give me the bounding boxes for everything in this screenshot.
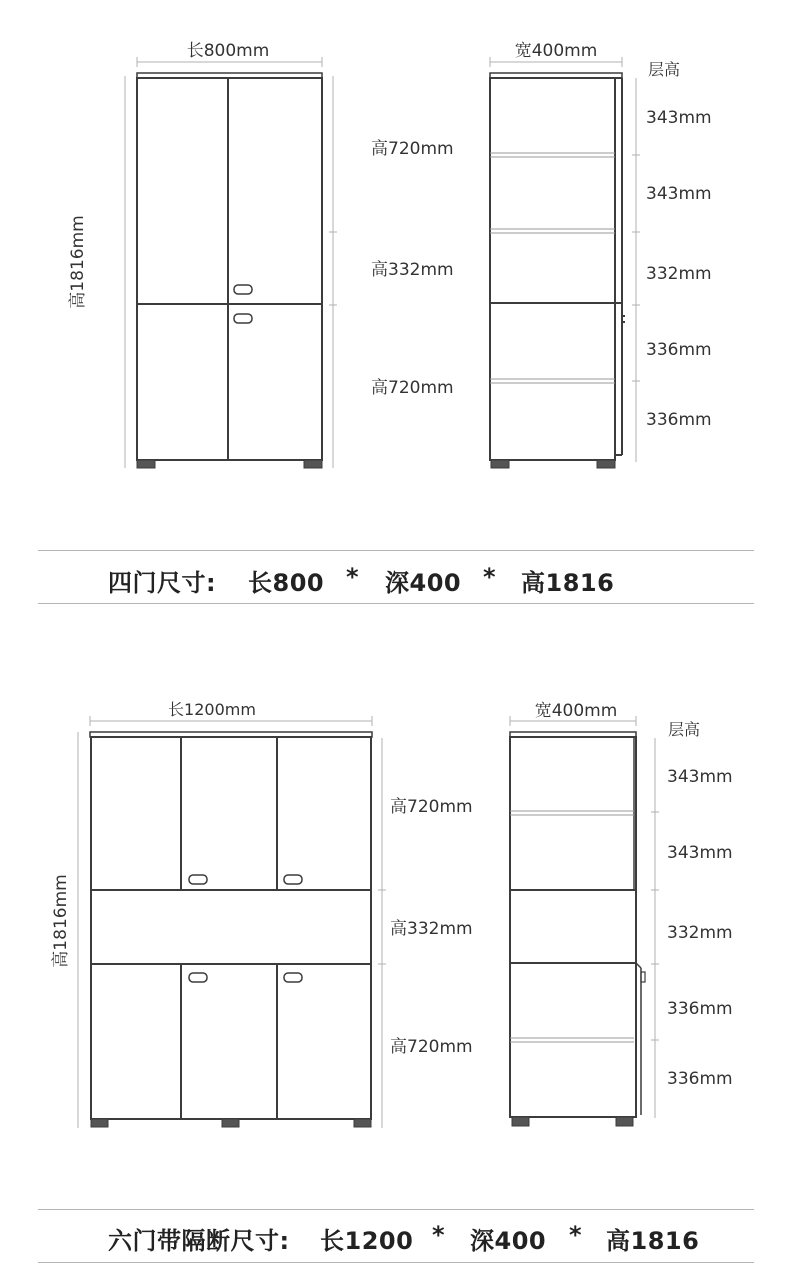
four-door-section-label: 高720mm: [371, 378, 454, 398]
six-door-layer-title: 层高: [668, 720, 701, 739]
six-door-section-label: 高720mm: [390, 1037, 473, 1057]
four-door-section-label: 高720mm: [371, 139, 454, 159]
four-door-layer-title: 层高: [648, 60, 681, 79]
four-door-caption: [0, 563, 790, 595]
four-door-width-label: 长800mm: [186, 41, 270, 61]
caption-length: 长800: [248, 569, 325, 597]
four-door-layer-height: 332mm: [646, 264, 712, 284]
caption-depth: 深400: [470, 1227, 547, 1255]
four-door-layer-height: 343mm: [646, 108, 712, 128]
caption-title: 六门带隔断尺寸:: [108, 1227, 290, 1255]
four-door-layer-height: 343mm: [646, 184, 712, 204]
four-door-section-label: 高332mm: [371, 260, 454, 280]
six-door-layer-height: 336mm: [667, 1069, 733, 1089]
six-door-section-label: 高720mm: [390, 797, 473, 817]
six-door-side-view: [510, 716, 659, 1126]
six-door-front-view: [78, 716, 386, 1128]
four-door-depth-label: 宽400mm: [514, 41, 598, 61]
four-door-height-label: 高1816mm: [68, 215, 88, 309]
caption-separator: *: [569, 1221, 583, 1249]
caption-length: 长1200: [320, 1227, 414, 1255]
six-door-layer-height: 332mm: [667, 923, 733, 943]
six-door-layer-height: 343mm: [667, 843, 733, 863]
caption-height: 高1816: [606, 1227, 700, 1255]
divider: [38, 1209, 754, 1210]
six-door-caption: [0, 1221, 790, 1253]
six-door-layer-height: 336mm: [667, 999, 733, 1019]
six-door-layer-height: 343mm: [667, 767, 733, 787]
caption-separator: *: [432, 1221, 446, 1249]
six-door-section-label: 高332mm: [390, 919, 473, 939]
caption-separator: *: [483, 563, 497, 591]
divider: [38, 603, 754, 604]
caption-title: 四门尺寸:: [108, 569, 217, 597]
four-door-layer-height: 336mm: [646, 410, 712, 430]
caption-depth: 深400: [385, 569, 462, 597]
caption-height: 高1816: [521, 569, 615, 597]
four-door-side-view: [490, 57, 640, 468]
four-door-layer-height: 336mm: [646, 340, 712, 360]
six-door-depth-label: 宽400mm: [534, 701, 618, 721]
caption-separator: *: [346, 563, 360, 591]
divider: [38, 550, 754, 551]
six-door-height-label: 高1816mm: [51, 874, 71, 968]
six-door-width-label: 长1200mm: [168, 700, 256, 719]
four-door-front-view: [125, 57, 337, 468]
divider: [38, 1262, 754, 1263]
